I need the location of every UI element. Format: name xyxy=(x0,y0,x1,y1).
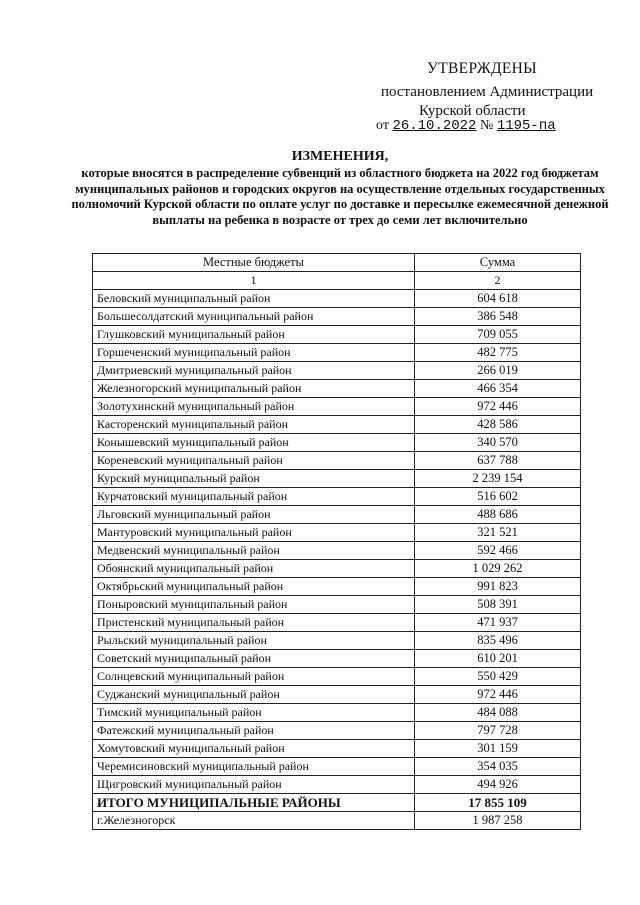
budget-name: Медвенский муниципальный район xyxy=(93,542,415,560)
table-row xyxy=(93,398,581,416)
total-row xyxy=(93,794,581,812)
budget-name: Советский муниципальный район xyxy=(93,650,415,668)
table-row xyxy=(93,758,581,776)
document-heading xyxy=(60,148,620,228)
table-row xyxy=(93,668,581,686)
table-row xyxy=(93,308,581,326)
table-row xyxy=(93,506,581,524)
table-row xyxy=(93,812,581,830)
budget-name: Большесолдатский муниципальный район xyxy=(93,308,415,326)
budget-name: Октябрьский муниципальный район xyxy=(93,578,415,596)
budget-name: Поныровский муниципальный район xyxy=(93,596,415,614)
budget-name: Железногорский муниципальный район xyxy=(93,380,415,398)
budget-amount: 637 788 xyxy=(415,452,581,470)
budget-name: Пристенский муниципальный район xyxy=(93,614,415,632)
table-row xyxy=(93,524,581,542)
budget-name: Фатежский муниципальный район xyxy=(93,722,415,740)
table-row xyxy=(93,326,581,344)
document-title: ИЗМЕНЕНИЯ, xyxy=(291,149,389,164)
budget-amount: 354 035 xyxy=(415,758,581,776)
approval-line-decree: постановлением Администрации xyxy=(381,84,594,100)
table-row xyxy=(93,596,581,614)
approval-title: УТВЕРЖДЕНЫ xyxy=(427,60,537,77)
table-row xyxy=(93,488,581,506)
table-body xyxy=(93,290,581,830)
budget-name: Мантуровский муниципальный район xyxy=(93,524,415,542)
budget-amount: 550 429 xyxy=(415,668,581,686)
budget-amount: 482 775 xyxy=(415,344,581,362)
budget-amount: 972 446 xyxy=(415,398,581,416)
table-row xyxy=(93,542,581,560)
table-row xyxy=(93,452,581,470)
table-row xyxy=(93,380,581,398)
budget-amount: 610 201 xyxy=(415,650,581,668)
table-row xyxy=(93,578,581,596)
budget-name: Тимский муниципальный район xyxy=(93,704,415,722)
budget-name: Дмитриевский муниципальный район xyxy=(93,362,415,380)
budget-amount: 488 686 xyxy=(415,506,581,524)
table-row xyxy=(93,434,581,452)
budget-name: ИТОГО МУНИЦИПАЛЬНЫЕ РАЙОНЫ xyxy=(93,794,415,812)
budget-amount: 508 391 xyxy=(415,596,581,614)
approval-line-region: Курской области xyxy=(419,103,526,119)
budget-amount: 2 239 154 xyxy=(415,470,581,488)
column-number-row xyxy=(93,272,581,290)
budget-amount: 466 354 xyxy=(415,380,581,398)
budget-name: Суджанский муниципальный район xyxy=(93,686,415,704)
table-row xyxy=(93,344,581,362)
budget-name: Курчатовский муниципальный район xyxy=(93,488,415,506)
number-prefix: № xyxy=(479,118,494,133)
budget-amount: 516 602 xyxy=(415,488,581,506)
budget-name: Рыльский муниципальный район xyxy=(93,632,415,650)
table-row xyxy=(93,686,581,704)
budget-amount: 1 029 262 xyxy=(415,560,581,578)
budget-amount: 321 521 xyxy=(415,524,581,542)
column-number-1: 1 xyxy=(93,272,415,290)
budget-amount: 835 496 xyxy=(415,632,581,650)
approval-date: 26.10.2022 xyxy=(392,118,477,134)
table-row xyxy=(93,416,581,434)
table-row xyxy=(93,362,581,380)
budget-name: Черемисиновский муниципальный район xyxy=(93,758,415,776)
budget-name: Кореневский муниципальный район xyxy=(93,452,415,470)
column-header-budgets: Местные бюджеты xyxy=(93,254,415,272)
budget-name: Конышевский муниципальный район xyxy=(93,434,415,452)
budget-name: Горшеченский муниципальный район xyxy=(93,344,415,362)
budget-amount: 709 055 xyxy=(415,326,581,344)
budget-amount: 592 466 xyxy=(415,542,581,560)
budget-amount: 301 159 xyxy=(415,740,581,758)
budget-amount: 386 548 xyxy=(415,308,581,326)
budget-amount: 266 019 xyxy=(415,362,581,380)
budget-name: Солнцевский муниципальный район xyxy=(93,668,415,686)
table-row xyxy=(93,290,581,308)
approval-number: 1195-па xyxy=(496,118,556,134)
budget-name: Курский муниципальный район xyxy=(93,470,415,488)
budget-name: Хомутовский муниципальный район xyxy=(93,740,415,758)
budget-amount: 991 823 xyxy=(415,578,581,596)
budget-table xyxy=(92,253,581,830)
table-row xyxy=(93,704,581,722)
table-row xyxy=(93,632,581,650)
date-prefix: от xyxy=(376,118,389,133)
column-number-2: 2 xyxy=(415,272,581,290)
budget-name: г.Железногорск xyxy=(93,812,415,830)
budget-amount: 494 926 xyxy=(415,776,581,794)
budget-amount: 484 088 xyxy=(415,704,581,722)
table-header-row xyxy=(93,254,581,272)
table-row xyxy=(93,722,581,740)
budget-name: Касторенский муниципальный район xyxy=(93,416,415,434)
approval-date-line xyxy=(376,118,556,134)
column-header-amount: Сумма xyxy=(415,254,581,272)
budget-name: Золотухинский муниципальный район xyxy=(93,398,415,416)
table-row xyxy=(93,470,581,488)
budget-amount: 471 937 xyxy=(415,614,581,632)
budget-name: Беловский муниципальный район xyxy=(93,290,415,308)
budget-name: Щигровский муниципальный район xyxy=(93,776,415,794)
table-row xyxy=(93,560,581,578)
table-row xyxy=(93,776,581,794)
table-row xyxy=(93,614,581,632)
budget-name: Льговский муниципальный район xyxy=(93,506,415,524)
budget-amount: 1 987 258 xyxy=(415,812,581,830)
budget-amount: 340 570 xyxy=(415,434,581,452)
document-subtitle: которые вносятся в распределение субвенций из областного бюджета на 2022 год бюджетам муниципальных районов и городских округов на осуществление отдельных государственных полномочий Курской области по оплате услуг по доставке и пересылке ежемесячной денежной выплаты на ребенка в возрасте от трех до семи лет включительно xyxy=(71,166,609,227)
budget-name: Глушковский муниципальный район xyxy=(93,326,415,344)
budget-amount: 17 855 109 xyxy=(415,794,581,812)
budget-amount: 604 618 xyxy=(415,290,581,308)
budget-name: Обоянский муниципальный район xyxy=(93,560,415,578)
budget-amount: 428 586 xyxy=(415,416,581,434)
table-row xyxy=(93,740,581,758)
budget-amount: 797 728 xyxy=(415,722,581,740)
budget-amount: 972 446 xyxy=(415,686,581,704)
table-row xyxy=(93,650,581,668)
